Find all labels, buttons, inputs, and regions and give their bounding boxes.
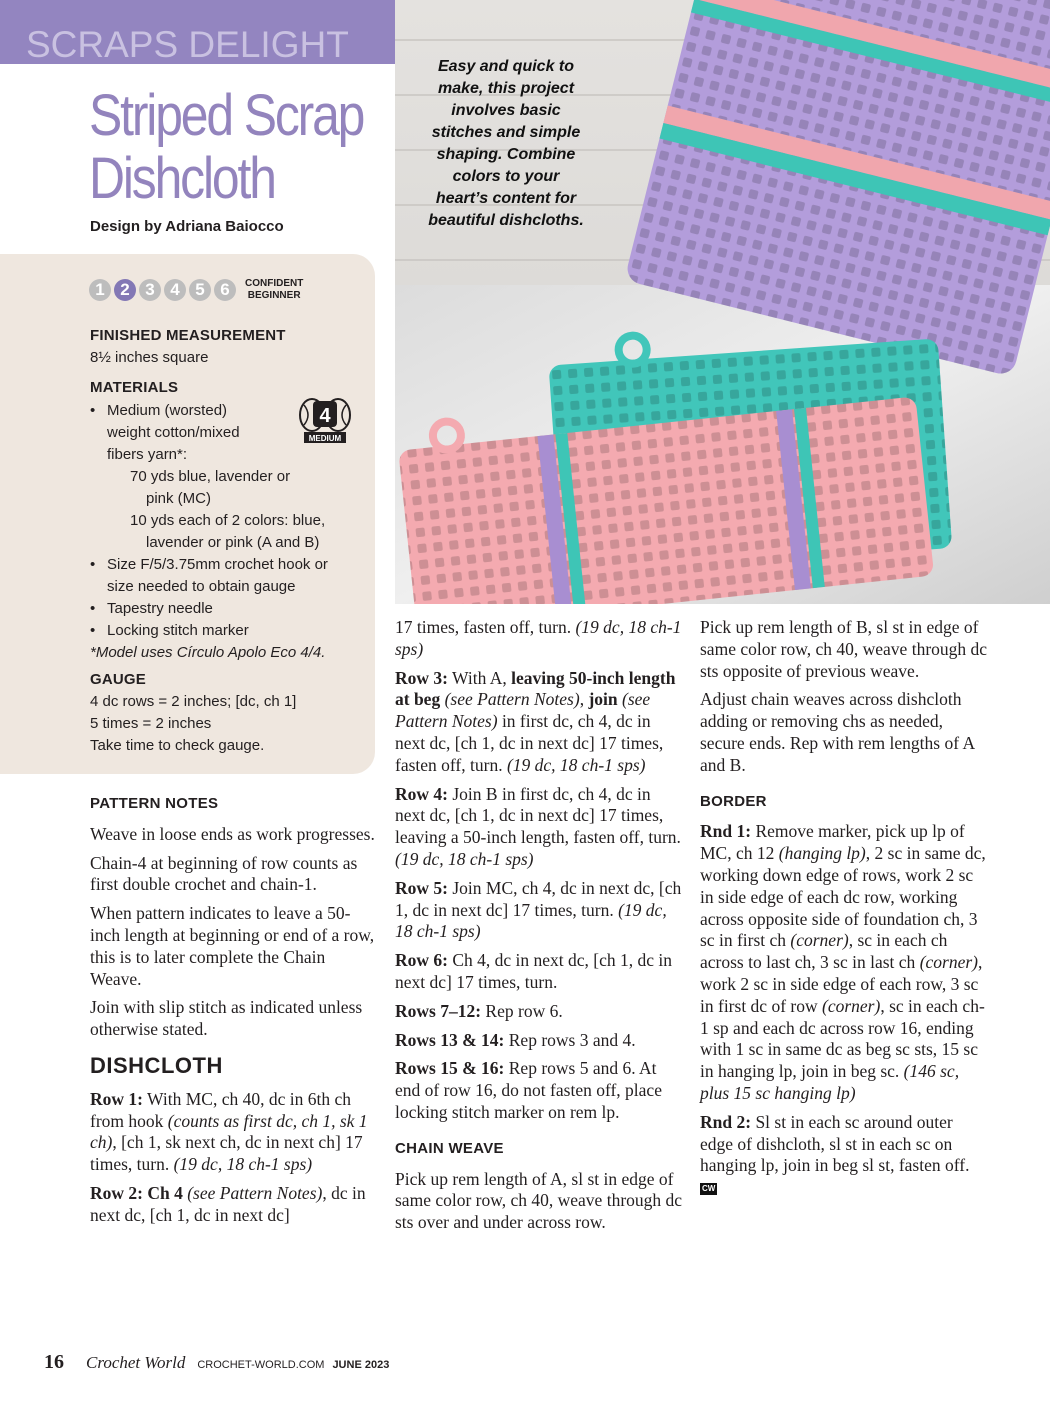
- magazine-url: CROCHET-WORLD.COM: [197, 1359, 325, 1371]
- page-number: 16: [44, 1351, 64, 1373]
- gauge-heading: GAUGE: [90, 671, 147, 688]
- issue-date: JUNE 2023: [332, 1359, 390, 1371]
- section-banner-label: SCRAPS DELIGHT: [26, 24, 349, 65]
- gauge-line-3: Take time to check gauge.: [90, 737, 265, 754]
- page-footer: [44, 1351, 389, 1374]
- pattern-notes-heading: PATTERN NOTES: [90, 795, 219, 812]
- materials-heading: MATERIALS: [90, 379, 179, 396]
- pattern-note-2: Chain-4 at beginning of row counts as first double crochet and chain-1.: [90, 852, 358, 895]
- pattern-note-4: Join with slip stitch as indicated unless otherwise stated.: [90, 997, 363, 1040]
- gauge-line-1: 4 dc rows = 2 inches; [dc, ch 1]: [90, 693, 297, 710]
- yarn-weight-icon: [298, 395, 352, 447]
- border-rnd-1: Rnd 1: Remove marker, pick up lp of MC, ch 12 (hanging lp), 2 sc in same dc, working down edge of rows, work 2 sc in side edge of each dc row, working across opposite side of foundation ch, 3 sc in first ch (corner), sc in each ch across to last ch, 3 sc in last ch (corner), work 2 sc in side edge of each row, 3 sc in first dc of row (corner), sc in each ch-1 sp and each dc across row 16, ending with 1 sc in same dc as beg sc sts, 15 sc in hanging lp, join in beg sc. (146 sc, plus 15 sc hanging lp): [700, 821, 986, 1103]
- yarn-weight-number: 4: [319, 405, 331, 427]
- rows-13-14: Rows 13 & 14: Rep rows 3 and 4.: [395, 1029, 636, 1050]
- material-item-hook: • Size F/5/3.75mm crochet hook or size needed to obtain gauge: [90, 554, 360, 598]
- row-3: Row 3: With A, leaving 50-inch length at beg (see Pattern Notes), join (see Pattern Notes) in first dc, ch 4, dc in next dc, [ch 1, dc in next dc] 17 times, fasten off, turn. (19 dc, 18 ch-1 sps): [395, 667, 676, 775]
- pattern-note-3: When pattern indicates to leave a 50-inch length at beginning or end of a row, this is to later complete the Chain Weave.: [90, 903, 375, 989]
- skill-level: [89, 278, 303, 302]
- material-item-marker: • Locking stitch marker: [90, 620, 360, 642]
- row-2: Row 2: Ch 4 (see Pattern Notes), dc in next dc, [ch 1, dc in next dc]: [90, 1182, 366, 1225]
- skill-level-6: 6: [214, 279, 236, 301]
- column-2: [395, 617, 685, 1241]
- chain-weave-heading: CHAIN WEAVE: [395, 1139, 504, 1157]
- rows-7-12: Rows 7–12: Rep row 6.: [395, 1000, 563, 1021]
- column-3: [700, 617, 990, 1206]
- row-2-continued: 17 times, fasten off, turn. (19 dc, 18 ch-1 sps): [395, 617, 682, 659]
- designer-credit: Design by Adriana Baiocco: [90, 218, 284, 235]
- magazine-name: Crochet World: [86, 1353, 186, 1372]
- material-item-yarn: • Medium (worsted) weight cotton/mixed fibers yarn*:: [90, 400, 360, 466]
- gauge-text: [90, 691, 296, 757]
- skill-label-line-1: CONFIDENT: [245, 278, 304, 289]
- chain-weave-p1: Pick up rem length of A, sl st in edge of same color row, ch 40, weave through dc sts over and under across row.: [395, 1168, 683, 1233]
- skill-level-2: 2: [114, 279, 136, 301]
- skill-label-line-2: BEGINNER: [247, 290, 301, 301]
- material-sub-mc: 70 yds blue, lavender or pink (MC): [130, 468, 291, 507]
- material-item-needle: • Tapestry needle: [90, 598, 360, 620]
- border-rnd-2: Rnd 2: Sl st in each sc around outer edge of dishcloth, sl st in each sc on hanging lp, join in beg sl st, fasten off. CW: [700, 1111, 970, 1194]
- chain-weave-p3: Adjust chain weaves across dishcloth adding or removing chs as needed, secure ends. Rep with rem lengths of A and B.: [700, 689, 975, 775]
- page-title: [89, 83, 364, 211]
- finished-heading: FINISHED MEASUREMENT: [90, 327, 286, 344]
- skill-level-4: 4: [164, 279, 186, 301]
- row-6: Row 6: Ch 4, dc in next dc, [ch 1, dc in next dc] 17 times, turn.: [395, 950, 673, 992]
- rows-15-16: Rows 15 & 16: Rep rows 5 and 6. At end of row 16, do not fasten off, place locking stitch marker on rem lp.: [395, 1058, 662, 1122]
- gauge-line-2: 5 times = 2 inches: [90, 715, 212, 732]
- title-line-2: Dishcloth: [89, 146, 275, 211]
- title-line-1: Striped Scrap: [89, 83, 364, 148]
- column-1: [90, 793, 375, 1234]
- chain-weave-p2: Pick up rem length of B, sl st in edge of same color row, ch 40, weave through dc sts opposite of previous weave.: [700, 617, 988, 681]
- skill-level-3: 3: [139, 279, 161, 301]
- materials-note: *Model uses Círculo Apolo Eco 4/4.: [90, 644, 326, 661]
- row-5: Row 5: Join MC, ch 4, dc in next dc, [ch 1, dc in next dc] 17 times, turn. (19 dc, 18 ch-1 sps): [395, 877, 682, 942]
- photo-caption: Easy and quick to make, this project involves basic stitches and simple shaping. Combine colors to your heart’s content for beautiful dishcloths.: [428, 58, 584, 229]
- row-1: Row 1: With MC, ch 40, dc in 6th ch from hook (counts as first dc, ch 1, sk 1 ch), [ch 1, sk next ch, dc in next ch] 17 times, turn. (19 dc, 18 ch-1 sps): [90, 1088, 368, 1175]
- section-banner: [0, 0, 395, 64]
- skill-level-label: [245, 278, 303, 302]
- skill-level-1: 1: [89, 279, 111, 301]
- material-sub-ab: 10 yds each of 2 colors: blue, lavender or pink (A and B): [130, 512, 326, 551]
- border-heading: BORDER: [700, 792, 767, 810]
- row-4: Row 4: Join B in first dc, ch 4, dc in next dc, [ch 1, dc in next dc] 17 times, leaving a 50-inch length, fasten off, turn. (19 dc, 18 ch-1 sps): [395, 783, 681, 869]
- pattern-note-1: Weave in loose ends as work progresses.: [90, 823, 375, 844]
- finished-value: 8½ inches square: [90, 349, 209, 366]
- end-mark-icon: CW: [702, 1184, 716, 1194]
- yarn-weight-label: MEDIUM: [308, 434, 342, 443]
- skill-level-5: 5: [189, 279, 211, 301]
- dishcloth-heading: DISHCLOTH: [90, 1052, 223, 1078]
